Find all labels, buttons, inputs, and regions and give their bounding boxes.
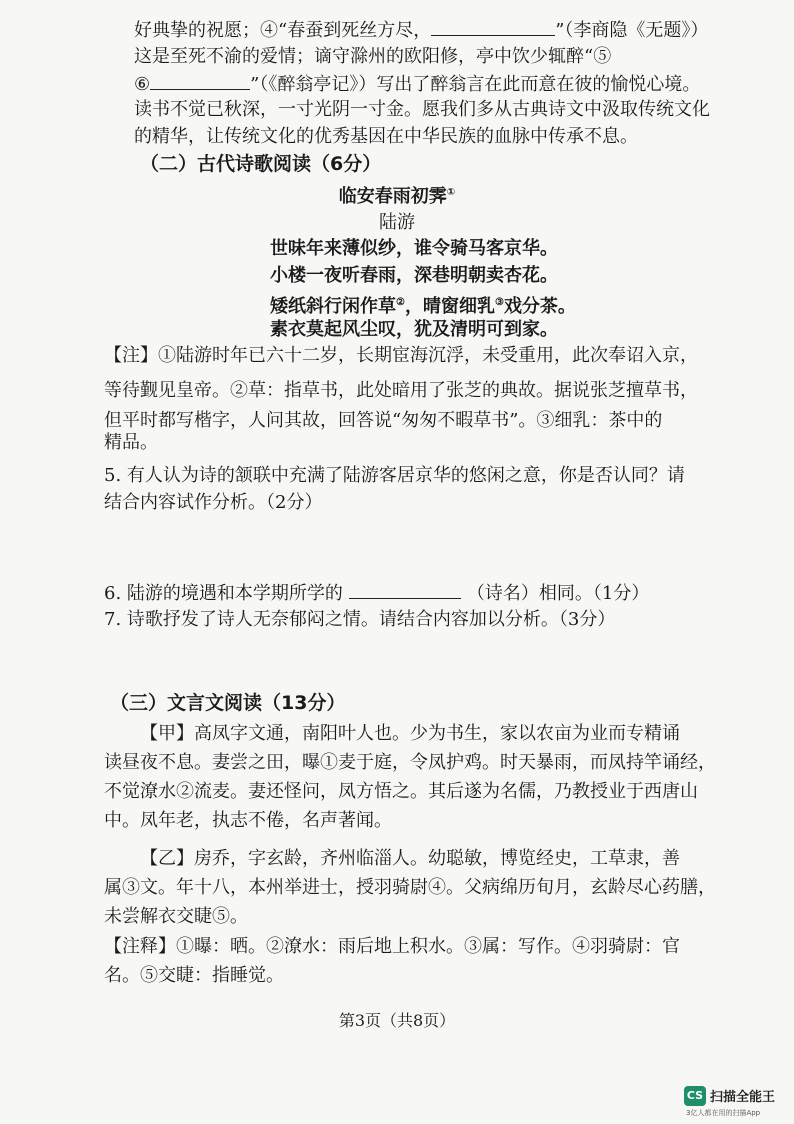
passage-jia: 【甲】高凤字文通，南阳叶人也。少为书生，家以农亩为业而专精诵: [140, 723, 680, 744]
answer-blank-6[interactable]: [150, 71, 250, 90]
passage-yi: 未尝解衣交睫⑤。: [104, 906, 248, 927]
text-line: ⑥ ”（《醉翁亭记》）写出了醉翁言在此而意在彼的愉悦心境。: [134, 71, 700, 98]
question-7: 7. 诗歌抒发了诗人无奈郁闷之情。请结合内容加以分析。（3分）: [104, 609, 616, 630]
poem-line: 素衣莫起风尘叹，犹及清明可到家。: [270, 319, 558, 340]
text-line: 这是至死不渝的爱情；谪守滁州的欧阳修，亭中饮少辄醉“⑤: [134, 46, 612, 67]
text-line: 读书不觉已秋深，一寸光阴一寸金。愿我们多从古典诗文中汲取传统文化: [134, 99, 710, 120]
passage-jia: 不觉潦水②流麦。妻还怪问，凤方悟之。其后遂为名儒，乃教授业于西唐山: [104, 781, 698, 802]
passage-notes: 名。⑤交睫：指睡觉。: [104, 965, 284, 986]
scanner-watermark: [684, 1084, 794, 1124]
poem-title: 临安春雨初霁①: [338, 186, 456, 207]
text-line: 好典挚的祝愿；④“春蚕到死丝方尽， ”（李商隐《无题》）: [134, 17, 708, 44]
question-5: 5. 有人认为诗的颔联中充满了陆游客居京华的悠闲之意，你是否认同？请: [104, 465, 685, 486]
poem-line: 世味年来薄似纱，谁令骑马客京华。: [270, 238, 558, 259]
poem-note: 但平时都写楷字，人问其故，回答说“匆匆不暇草书”。③细乳：茶中的: [104, 410, 663, 431]
section-heading-poetry: （二）古代诗歌阅读（6分）: [140, 153, 382, 175]
scanner-app-name: 扫描全能王: [710, 1090, 776, 1105]
poem-line: 矮纸斜行闲作草②，晴窗细乳③戏分茶。: [270, 296, 576, 317]
passage-yi: 【乙】房乔，字玄龄，齐州临淄人。幼聪敏，博览经史，工草隶，善: [140, 848, 680, 869]
passage-notes: 【注释】①曝：晒。②潦水：雨后地上积水。③属：写作。④羽骑尉：官: [104, 936, 680, 957]
scanner-tagline: 3亿人都在用的扫描App: [686, 1109, 761, 1117]
page-number: 第3页（共8页）: [338, 1011, 456, 1030]
text-line: 的精华，让传统文化的优秀基因在中华民族的血脉中传承不息。: [134, 126, 638, 147]
poem-note: 精品。: [104, 432, 158, 453]
poem-note: 【注】①陆游时年已六十二岁，长期宦海沉浮，未受重用，此次奉诏入京，: [104, 345, 698, 366]
question-5-cont: 结合内容试作分析。（2分）: [104, 492, 323, 513]
answer-blank-q6[interactable]: [349, 580, 461, 599]
poem-line: 小楼一夜听春雨，深巷明朝卖杏花。: [270, 265, 558, 286]
scanner-logo-icon: CS: [684, 1086, 706, 1106]
passage-yi: 属③文。年十八，本州举进士，授羽骑尉④。父病绵历旬月，玄龄尽心药膳，: [104, 877, 716, 898]
poem-author: 陆游: [379, 212, 415, 233]
answer-blank-4[interactable]: [431, 17, 555, 36]
question-6: 6. 陆游的境遇和本学期所学的 （诗名）相同。（1分）: [104, 580, 649, 607]
section-heading-classical: （三）文言文阅读（13分）: [110, 692, 346, 714]
poem-note: 等待觐见皇帝。②草：指草书，此处暗用了张芝的典故。据说张芝擅草书，: [104, 380, 698, 401]
passage-jia: 中。凤年老，执志不倦，名声著闻。: [104, 810, 392, 831]
passage-jia: 读昼夜不息。妻尝之田，曝①麦于庭，令凤护鸡。时天暴雨，而凤持竿诵经，: [104, 752, 716, 773]
